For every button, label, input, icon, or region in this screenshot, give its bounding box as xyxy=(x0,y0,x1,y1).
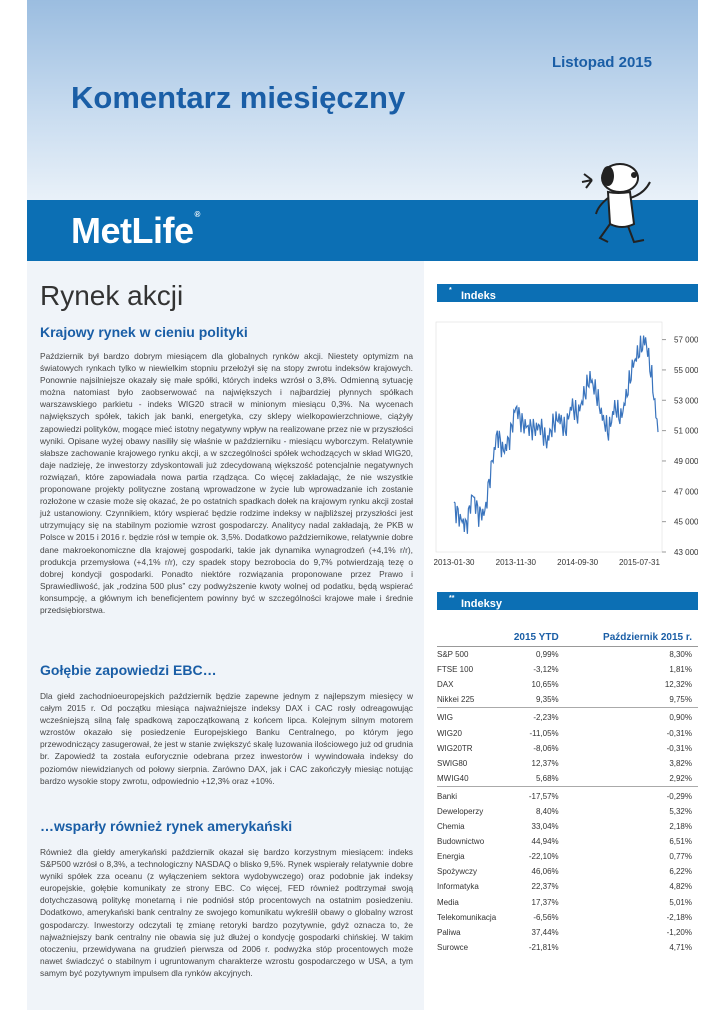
y-tick-label: 55 000 xyxy=(674,365,698,375)
ytd-value: -2,23% xyxy=(504,708,591,726)
index-name: MWIG40 xyxy=(437,773,469,783)
index-table xyxy=(437,628,698,955)
ytd-value: -3,12% xyxy=(533,665,559,675)
october-value: 1,81% xyxy=(669,665,692,675)
metlife-logo: MetLife® xyxy=(71,210,200,251)
index-name: Energia xyxy=(437,852,465,862)
y-tick-label: 43 000 xyxy=(674,548,698,557)
subsection-title: Krajowy rynek w cieniu polityki xyxy=(40,324,248,340)
table-row xyxy=(437,849,698,864)
table-header-row xyxy=(437,628,698,647)
october-value: -0,31% xyxy=(666,743,692,753)
y-tick-label: 51 000 xyxy=(674,426,698,436)
table-row xyxy=(437,925,698,940)
table-row xyxy=(437,786,698,804)
section-title: Rynek akcji xyxy=(40,280,184,311)
page-title: Komentarz miesięczny xyxy=(71,80,406,115)
index-name: FTSE 100 xyxy=(437,665,474,675)
table-row xyxy=(437,819,698,834)
table-row xyxy=(437,725,698,740)
y-tick-label: 49 000 xyxy=(674,456,698,466)
table-row xyxy=(437,910,698,925)
october-value: 6,22% xyxy=(669,867,692,877)
ytd-value: 10,65% xyxy=(531,680,559,690)
x-tick-label: 2013-01-30 xyxy=(434,558,475,567)
october-value: -0,31% xyxy=(666,728,692,738)
table-row xyxy=(437,834,698,849)
ytd-header: 2015 YTD xyxy=(504,628,591,647)
table-row xyxy=(437,804,698,819)
october-value: 12,32% xyxy=(664,680,692,690)
x-tick-label: 2013-11-30 xyxy=(495,558,536,567)
index-name: Surowce xyxy=(437,942,469,952)
october-value: 8,30% xyxy=(669,650,692,660)
index-name: Informatyka xyxy=(437,882,479,892)
subsection-title: …wsparły również rynek amerykański xyxy=(40,818,293,834)
october-value: -0,29% xyxy=(591,786,698,804)
chart-title: Indeks WIG xyxy=(461,290,496,314)
y-tick-label: 53 000 xyxy=(674,396,698,406)
table-row xyxy=(437,741,698,756)
table-row xyxy=(437,756,698,771)
ytd-value: 37,44% xyxy=(531,927,559,937)
table-row xyxy=(437,864,698,879)
index-name: WIG20 xyxy=(437,728,462,738)
table-title: Indeksy giełdowe xyxy=(461,598,509,622)
chart-title-bar: Indeks WIG * xyxy=(437,284,698,302)
october-value: 0,77% xyxy=(669,852,692,862)
october-value: -2,18% xyxy=(666,912,692,922)
ytd-value: 9,35% xyxy=(535,695,559,705)
y-tick-label: 57 000 xyxy=(674,335,698,345)
ytd-value: -17,57% xyxy=(504,786,591,804)
ytd-value: -11,05% xyxy=(529,728,559,738)
ytd-value: 12,37% xyxy=(531,758,559,768)
ytd-value: -6,56% xyxy=(533,912,559,922)
wig-line-chart xyxy=(434,320,698,570)
table-row xyxy=(437,771,698,787)
x-tick-label: 2015-07-31 xyxy=(618,558,660,567)
issue-date: Listopad 2015 xyxy=(551,54,652,71)
october-value: 6,51% xyxy=(669,837,692,847)
index-name: Banki xyxy=(437,786,504,804)
index-name: WIG xyxy=(437,708,504,726)
table-row xyxy=(437,647,698,663)
october-value: 9,75% xyxy=(669,695,692,705)
ytd-value: 8,40% xyxy=(535,806,559,816)
ytd-value: -22,10% xyxy=(528,852,559,862)
october-value: 4,82% xyxy=(669,882,692,892)
ytd-value: 44,94% xyxy=(531,837,559,847)
table-row xyxy=(437,879,698,894)
x-tick-label: 2014-09-30 xyxy=(557,558,599,567)
y-tick-label: 45 000 xyxy=(674,517,698,527)
index-name: Nikkei 225 xyxy=(437,695,475,705)
paragraph: Październik był bardzo dobrym miesiącem dla globalnych rynków akcji. Niestety optymizm na światowych rynkach tylko w niewielkim stopniu przełożył się na stopy zwrotu indeksów krajowych. Ponownie najsilniejsze okazały się małe spółki, których indeks wzrósł o 3,8%. Odmienną sytuację można natomiast było zaobserwować na największych i najbardziej płynnych spółkach warszawskiego parkietu - indeks WIG20 stracił w minionym miesiącu 0,3%. Na wycenach największych spółek, takich jak banki, energetyka, czy sklepy wielkopowierzchniowe, ciążyły zapowiedzi polityków, mogące mieć istotny negatywny wpływ na realizowane przez nie w przyszłości wyniki. Opisane wyżej obawy nasiliły się właśnie w październiku - miesiącu wyborczym. Relatywnie słabsze zachowanie krajowego rynku akcji, a w szczególności spółek wchodzących w skład WIG20, daje nadzieję, że inwestorzy zdyskontowali już zdecydowaną większość potencjalnie negatywnych rozwiązań, które zapowiadała nowa partia rządząca. Co więcej zakładając, że nie wszystkie proponowane projekty polityczne zostaną wprowadzone w życie lub wprowadzanie ich zostanie rozłożone w czasie może się okazać, że po ostatnich spadkach dołek na krajowym rynku akcji został już ustanowiony. Czynnikiem, który wspierać będzie rodzime indeksy w najbliższej przyszłości jest utrzymujący się na stabilnym poziomie wzrost gospodarczy. Analitycy nadal zakładają, że PKB w Polsce w 2015 i 2016 r. będzie rósł w tempie ok. 3,5%. Dodatkowo październikowe, relatywnie dobre dane makroekonomiczne dla krajowej gospodarki, takie jak dynamika wynagrodzeń (+4,1% r/r), produkcja przemysłowa (+4,1% r/r), czy spadek stopy bezrobocia do 9,7% potwierdzają tezę o dobrej kondycji gospodarki. Ponadto niektóre rozwiązania proponowane przez Prawo i Sprawiedliwość, jak „rodzina 500 plus” czy podwyższenie kwoty wolnej od podatku, będą wspierać konsumpcję, a głównym ich beneficjentem powinny być w szczególności krajowe małe i średnie przedsiębiorstwa. xyxy=(40,351,413,615)
october-value: -1,20% xyxy=(666,927,692,937)
index-name: Media xyxy=(437,897,459,907)
october-value: 0,90% xyxy=(591,708,698,726)
october-value: 4,71% xyxy=(669,942,692,952)
table-row xyxy=(437,895,698,910)
october-value: 2,18% xyxy=(669,822,692,832)
october-value: 5,01% xyxy=(669,897,692,907)
october-value: 2,92% xyxy=(669,773,692,783)
ytd-value: 0,99% xyxy=(535,650,559,660)
october-header: Październik 2015 r. xyxy=(591,628,698,647)
ytd-value: 5,68% xyxy=(535,773,559,783)
october-value: 3,82% xyxy=(669,758,692,768)
index-name: Budownictwo xyxy=(437,837,485,847)
table-row xyxy=(437,677,698,692)
ytd-value: 46,06% xyxy=(531,867,559,877)
ytd-value: 33,04% xyxy=(531,822,559,832)
index-name: WIG20TR xyxy=(437,743,473,753)
table-row xyxy=(437,692,698,708)
index-name: Paliwa xyxy=(437,927,461,937)
index-name: SWIG80 xyxy=(437,758,468,768)
y-tick-label: 47 000 xyxy=(674,487,698,497)
paragraph: Również dla giełdy amerykański październik okazał się bardzo korzystnym miesiącem: indeks S&P500 wzrósł o 8,3%, a technologiczny NASDAQ o blisko 9,5%. Rynek wspierały relatywnie dobre wyniki spółek zza oceanu (z wyłączeniem sektora wydobywczego) oraz podobnie jak indeksy europejskie, gołębie komunikaty ze strony EBC. Co więcej, FED również podtrzymał swoją dotychczasową politykę monetarną i nie podniósł stóp procentowych na ostatnim posiedzeniu. Dodatkowo, amerykański bank centralny ze swojego komunikatu wykreślił obawy o globalny wzrost gospodarczy. Inwestorzy odczytali tę zmianę retoryki bardzo pozytywnie, gdyż oznacza to, że najważniejszy bank centralny nie obawia się już dłużej o kondycję gospodarki chińskiej. W takim otoczeniu, przewidywana na grudzień pierwsza od 2006 r. podwyżka stóp procentowych może nawet świadczyć o stabilnym i ugruntowanym charakterze wzrostu gospodarczego w USA, a tym samym być pozytywnym impulsem dla rynków akcyjnych. xyxy=(40,847,413,978)
ytd-value: 17,37% xyxy=(531,897,559,907)
table-row xyxy=(437,940,698,955)
index-name: Deweloperzy xyxy=(437,806,484,816)
index-name: S&P 500 xyxy=(437,650,469,660)
index-name: DAX xyxy=(437,680,454,690)
snoopy-mascot-icon xyxy=(578,152,658,252)
index-name: Telekomunikacja xyxy=(437,912,497,922)
index-name: Spożywczy xyxy=(437,867,478,877)
paragraph: Dla giełd zachodnioeuropejskich październik będzie zapewne jednym z najlepszym miesięcy w całym 2015 r. Od początku miesiąca najważniejsze indeksy DAX i CAC rosły odreagowując wcześniejszą silną falę spadkową zapoczątkowaną z końcem lipca. Kolejnym silnym motorem wzrostów okazało się posiedzenie Europejskiego Banku Centralnego, po którym jego przewodniczący zasugerował, że jest w stanie zwiększyć skalę luzowania ilościowego już od grudnia br. Zapowiedź ta została euforycznie odebrana przez inwestorów i wywindowała indeksy do poziomów niewidzianych od połowy sierpnia. Zarówno DAX, jak i CAC zakończyły miesiąc notując bardzo wysokie stopy zwrotu, odpowiednio +12,3% oraz +10%. xyxy=(40,691,413,786)
table-row xyxy=(437,708,698,726)
index-name: Chemia xyxy=(437,822,465,832)
table-row xyxy=(437,662,698,677)
table-title-bar: Indeksy giełdowe ** xyxy=(437,592,698,610)
ytd-value: -8,06% xyxy=(533,743,559,753)
ytd-value: -21,81% xyxy=(528,942,559,952)
subsection-title: Gołębie zapowiedzi EBC… xyxy=(40,662,217,678)
ytd-value: 22,37% xyxy=(531,882,559,892)
october-value: 5,32% xyxy=(669,806,692,816)
